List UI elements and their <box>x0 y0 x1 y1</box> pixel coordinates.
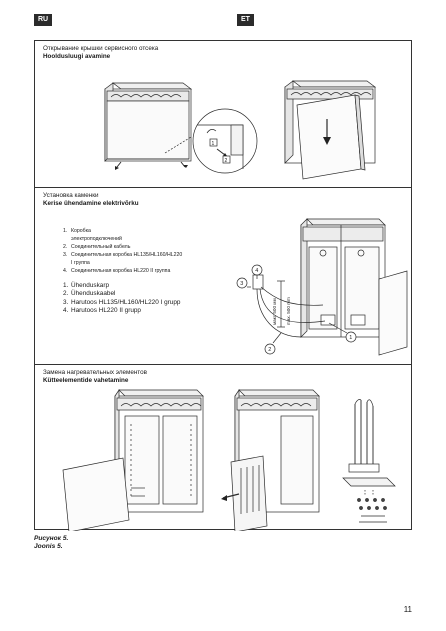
heating-element-exploded-view <box>343 400 395 523</box>
heater-front-view <box>105 83 191 170</box>
svg-text:1: 1 <box>211 141 215 147</box>
parts-list-ru-item: 4. Соединительная коробка HL220 II группа <box>63 268 171 274</box>
figure-caption <box>34 535 68 551</box>
section-1-title-et: Hooldusluugi avamine <box>43 53 111 60</box>
section-3-title-et: Kütteelementide vahetamine <box>43 377 129 384</box>
section-2-body <box>35 187 413 364</box>
figure-frame <box>34 40 412 530</box>
parts-list-et-item: 4. Harutoos HL220 II grupp <box>63 307 141 315</box>
figure-caption-et: Joonis 5. <box>34 543 63 550</box>
svg-text:2: 2 <box>268 347 272 353</box>
heater-connection-illustration <box>35 187 413 364</box>
parts-list-ru-item: 1. Коробка <box>63 228 91 234</box>
svg-text:2: 2 <box>224 158 228 164</box>
heater-element-pulled-view <box>221 390 319 531</box>
svg-text:4: 4 <box>255 268 259 274</box>
parts-list-ru-item: 3. Соединительная коробка HL135/HL160/HL220 <box>63 252 183 258</box>
heating-element-replacement-illustration <box>35 364 413 531</box>
dimension-label-ru: макс 500 мм <box>272 298 277 325</box>
parts-list-et-item: 2. Ühenduskaabel <box>63 290 116 298</box>
language-tag-ru: RU <box>34 14 52 26</box>
figure-caption-ru: Рисунок 5. <box>34 535 69 542</box>
section-2-title-et: Kerise ühendamine elektrivõrku <box>43 200 139 207</box>
dimension-label-et: max. 500 mm <box>286 297 291 325</box>
service-hatch-illustration <box>35 41 413 187</box>
junction-box-icon <box>253 275 263 289</box>
section-1-title-ru: Открывание крышки сервисного отсека <box>43 45 159 52</box>
svg-text:1: 1 <box>349 335 353 341</box>
page-number: 11 <box>403 605 412 614</box>
parts-list-ru-item: I группа <box>71 260 90 266</box>
parts-list-et-item: 3. Harutoos HL135/HL160/HL220 I grupp <box>63 298 181 306</box>
section-3-title-ru: Замена нагревательных элементов <box>43 369 147 376</box>
svg-text:3: 3 <box>240 281 244 287</box>
parts-list-et-item: 1. Ühenduskarp <box>63 282 110 289</box>
heater-hatch-open-view <box>285 81 375 179</box>
callout-2 <box>265 333 281 354</box>
callout-3 <box>237 278 251 288</box>
parts-list-ru-item: 2. Соединительный кабель <box>63 244 131 250</box>
parts-list-ru-item: электроподключений <box>71 236 122 242</box>
heater-front-removed-view <box>63 390 203 531</box>
section-2-title-ru: Установка каменки <box>43 192 99 199</box>
language-tag-et: ET <box>237 14 254 26</box>
